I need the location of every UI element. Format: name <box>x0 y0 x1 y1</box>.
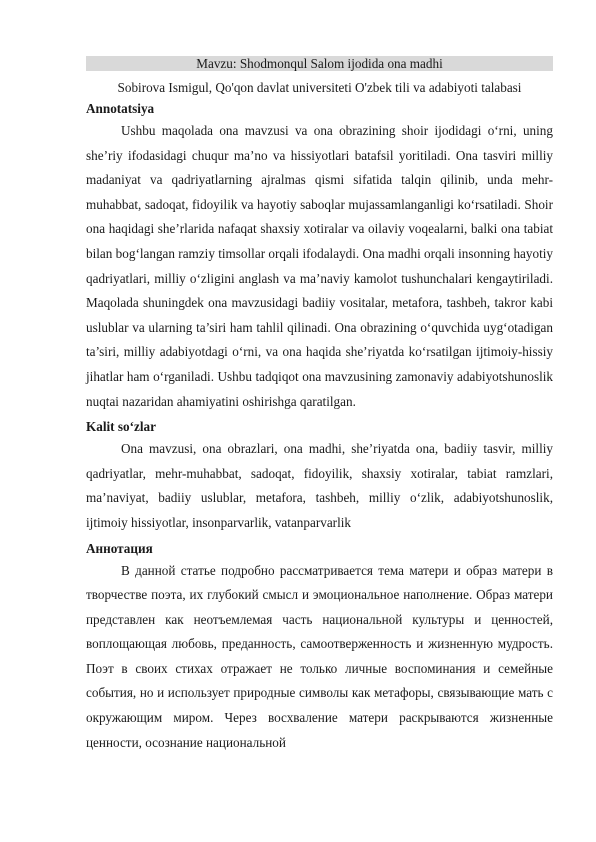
document-page <box>86 56 553 755</box>
keywords-uz-heading: Kalit so‘zlar <box>86 419 156 435</box>
document-title: Mavzu: Shodmonqul Salom ijodida ona madhi <box>86 56 553 71</box>
annotation-ru-text: В данной статье подробно рассматривается тема матери и образ матери в творчестве поэта, их глубокий смысл и эмоциональное наполнение. Образ матери представлен как неотъемлемая часть национальной культуры и ценностей, воплощающая любовь, преданность, самоотверженность и жизненную мудрость. Поэт в своих стихах отражает не только личные воспоминания и семейные события, но и использует природные символы как метафоры, связывающие мать с окружающим миром. Через восхваление матери раскрываются жизненные ценности, осознание национальной <box>86 562 553 750</box>
annotation-ru-heading: Аннотация <box>86 540 153 556</box>
annotation-uz-text: Ushbu maqolada ona mavzusi va ona obrazining shoir ijodidagi o‘rni, uning she’riy ifodasidagi chuqur ma’no va hissiyotlari batafsil yoritiladi. Ona tasviri milliy madaniyat va qadriyatlarning ajralmas qismi sifatida talqin qilinib, unda mehr-muhabbat, sadoqat, fidoyilik va hayotiy saboqlar mujassamlanganligi ko‘rsatiladi. Shoir ona haqidagi she’rlarida nafaqat shaxsiy xotiralar va oilaviy voqealarni, balki ona tabiat bilan bog‘langan ramziy timsollar orqali ifodalaydi. Ona madhi orqali insonning hayotiy qadriyatlari, milliy o‘zligini anglash va ma’naviy kamolot tushunchalari kengaytiriladi. Maqolada shuningdek ona mavzusidagi badiiy vositalar, metafora, tashbeh, takror kabi uslublar va ularning ta’siri ham tahlil qilinadi. Ona obrazining o‘quvchida uyg‘otadigan ta’siri, milliy adabiyotdagi o‘rni, va ona haqida she’riyatda ko‘rsatilgan ijtimoiy-hissiy jihatlar ham o‘rganiladi. Ushbu tadqiqot ona mavzusining zamonaviy adabiyotshunoslik nuqtai nazaridan ahamiyatini oshirishga qaratilgan. <box>86 123 553 409</box>
annotation-uz-heading: Annotatsiya <box>86 101 155 116</box>
author-line: Sobirova Ismigul, Qo'qon davlat universiteti O'zbek tili va adabiyoti talabasi <box>117 80 522 95</box>
keywords-uz-text: Ona mavzusi, ona obrazlari, ona madhi, she’riyatda ona, badiiy tasvir, milliy qadriyatlar, mehr-muhabbat, sadoqat, fidoyilik, shaxsiy xotiralar, tabiat ramzlari, ma’naviyat, badiiy uslublar, metafora, tashbeh, milliy o‘zlik, adabiyotshunoslik, ijtimoiy hissiyotlar, insonparvarlik, vatanparvarlik <box>86 441 553 530</box>
